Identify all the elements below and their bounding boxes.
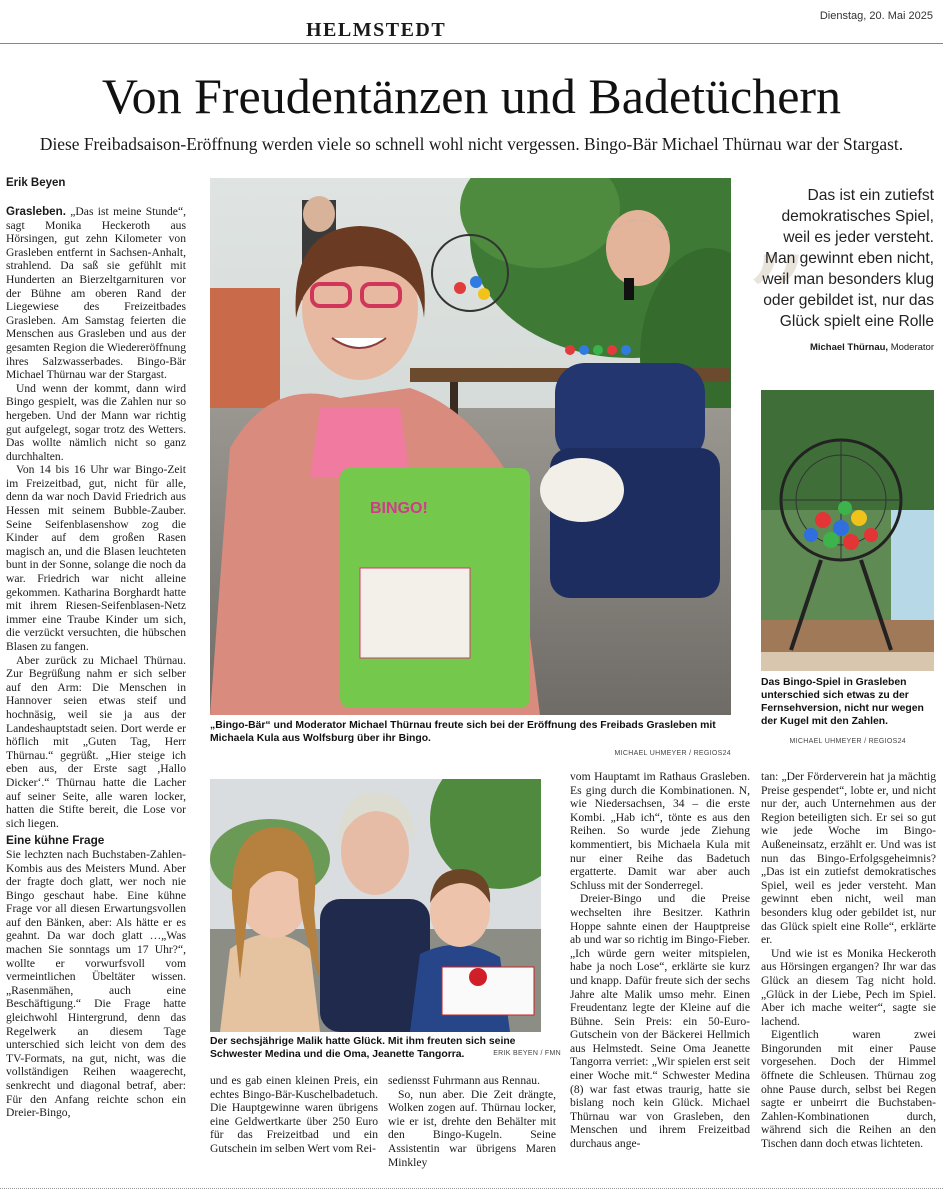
side-photo-credit: MICHAEL UHMEYER / REGIOS24 [789, 738, 906, 745]
quote-attribution [762, 342, 934, 353]
towel-logo-text: BINGO! [370, 500, 428, 517]
subheadline: Diese Freibadsaison-Eröffnung werden viele so schnell wohl nicht vergessen. Bingo-Bär Michael Thürnau war der Stargast. [39, 134, 904, 154]
kids-photo-illustration [210, 779, 541, 1032]
main-photo-credit: MICHAEL UHMEYER / REGIOS24 [614, 750, 731, 757]
bingo-drum-illustration [761, 390, 934, 671]
footer-rule [0, 1188, 943, 1189]
article-column-4 [570, 770, 750, 1151]
side-photo-caption: Das Bingo-Spiel in Grasleben unterschied sich etwas zu der Fernsehversion, nicht nur wegen der Kugel mit den Zahlen. [761, 677, 924, 727]
col3-paragraph-2: So, nun aber. Die Zeit drängte, Wolken zogen auf. Thürnau locker, wie er ist, drehte den Behälter mit den Bingo-Kugeln. Seine Assistentin war übrigens Maren Minkley [388, 1087, 556, 1169]
kids-photo-caption: Der sechsjährige Malik hatte Glück. Mit ihm freuten sich seine Schwester Medina und die Oma, Jeanette Tangorra. [210, 1036, 516, 1060]
col3-paragraph-1: sediensst Fuhrmann aus Rennau. [388, 1074, 540, 1087]
issue-date: Dienstag, 20. Mai 2025 [819, 10, 933, 22]
kids-photo-credit: ERIK BEYEN / FMN [493, 1050, 561, 1057]
main-photo-caption: „Bingo-Bär“ und Moderator Michael Thürnau freute sich bei der Eröffnung des Freibads Grasleben mit Michaela Kula aus Wolfsburg über ihr Bingo. [210, 720, 716, 744]
header-rule [0, 43, 943, 44]
col4-paragraph-1: vom Hauptamt im Rathaus Grasleben. Es ging durch die Kombinationen. N, wie Niedersachsen, 34 – die erste Kombi. „Hab ich“, tönte es aus den Reihen. So wurde jede Ziehung kommentiert, bis Michaela Kula mit nur einer Reihe das Badetuch ergatterte. Damit war aber auch Schluss mit der Sonderregel. [570, 770, 750, 892]
article-column-5 [761, 770, 936, 1151]
col5-paragraph-3: Eigentlich waren zwei Bingorunden mit einer Pause vorgesehen. Doch der Himmel öffnete die Schleusen. Thürnau zog ohne Pause durch, selbst bei Regen sagte er unbeirrt die Buchstaben-Zahlen-Kombinationen durch, während sich die Reihen an den Tischen dann doch etwas lichteten. [761, 1028, 936, 1151]
article-column-2 [210, 1074, 378, 1156]
section-title: HELMSTEDT [306, 19, 447, 41]
article-column-3 [388, 1074, 556, 1169]
headline: Von Freudentänzen und Badetüchern [101, 68, 842, 124]
col1-paragraph-4: Aber zurück zu Michael Thürnau. Zur Begrüßung nahm er sich selber auf den Arm: Die Menschen in Hannover seien etwas steif und hochnäsig, weil sie ja aus der Landeshauptstadt seien. Dort werde er höflich mit „Guten Tag, Herr Thürnau.“ gegrüßt. „Hier steige ich eben aus, der Erste sagt ,Hallo Dicker‘.“ Thürnau hatte die Lacher auf seiner Seite, alle waren locker, hatten die Stifte bereit, die Lose vor sich liegen. [6, 653, 186, 830]
author-byline: Erik Beyen [6, 177, 66, 189]
col5-paragraph-2: Und wie ist es Monika Heckeroth aus Hörsingen ergangen? Ihr war das Glück an diesem Tag nicht hold. „Glück in der Liebe, Pech im Spiel. Aber ich mache weiter“, sagte sie lachend. [761, 946, 936, 1028]
pull-quote: Das ist ein zutiefst demokratisches Spiel, weil es jeder versteht. Man gewinnt eben nicht, weil man besonders klug oder gebildet ist, nur das Glück spielt eine Rolle [762, 187, 934, 330]
kids-photo [210, 779, 541, 1032]
col1-paragraph-2: Und wenn der kommt, dann wird Bingo gespielt, was die Zahlen nur so hergeben. Und der Mann war richtig gut aufgelegt, sogar trotz des Wetters. Das wollte nämlich nicht so ganz durchhalten. [6, 381, 186, 463]
main-photo-illustration [210, 178, 731, 715]
subhead: Eine kühne Frage [6, 833, 105, 848]
quote-role: Moderator [888, 342, 934, 353]
dateline: Grasleben. [6, 205, 66, 218]
main-photo [210, 178, 731, 715]
article-column-1 [6, 205, 186, 1120]
col1-paragraph-3: Von 14 bis 16 Uhr war Bingo-Zeit im Freizeitbad, gut, nicht für alle, denn da war noch David Friedrich aus Hessen mit seinem Bubble-Zauber. Seine Seifenblasenshow zog die Kinder auf dem großen Rasen magisch an, und die Blasen leuchteten bunt in der Sonne, solange die noch da war. Friedrich war nicht alleine gekommen. Katharina Borghardt hatte mit ihrem Riesen-Seifenblasen-Netz immer eine Traube Kinder um sich, die verzückt versuchten, die hübschen Blasen zu fangen. [6, 463, 186, 653]
side-photo [761, 390, 934, 671]
quote-mark: „ [748, 158, 811, 297]
col1-paragraph-1: „Das ist meine Stunde“, sagt Monika Heckeroth aus Hörsingen, gut zehn Kilometer von Grasleben entfernt in Sachsen-Anhalt, strahlend. Da saß sie gefühlt mit Hunderten an Bierzeltgarnituren vor der Bühne am oberen Rand der Liegewiese des Freizeitbades Grasleben. Am Samstag feierten die Menschen aus Grasleben und aus der gesamten Region die Wiedereröffnung ihres Salzwasserbades. Bingo-Bär Michael Thürnau war der Stargast. [6, 205, 186, 382]
col4-paragraph-2: Dreier-Bingo und die Preise wechselten ihre Besitzer. Kathrin Hoppe sahnte einen der Hauptpreise ab und war so richtig im Bingo-Fieber. „Ich würde gern weiter mitspielen, habe ja noch Lose“, erklärte sie kurz und knapp. Dafür freute sich der sechs Jahre alte Malik umso mehr. Einen Freudentanz legte der Kleine auf die Bühne. Sein Preis: ein 50-Euro-Gutschein von der Bäckerei Hellmich aus Helmstedt. Seine Oma Jeanette Tangorra verriet: „Wir spielen erst seit einer Woche mit.“ Schwester Medina (8) war fast etwas traurig, hatte sie bislang noch kein Glück. Michael Thürnau war von Grasleben, den Menschen und ihrem Freizeitbad durchaus ange- [570, 892, 750, 1151]
col2-paragraph-1: und es gab einen kleinen Preis, ein echtes Bingo-Bär-Kuschelbadetuch. Die Hauptgewinne waren übrigens eine Geldwertkarte über 250 Euro für das Freizeitbad und ein Gutschein im selben Wert vom Rei- [210, 1074, 378, 1155]
quote-name: Michael Thürnau, [809, 342, 889, 353]
col1-paragraph-5: Sie lechzten nach Buchstaben-Zahlen-Kombis aus des Meisters Mund. Aber der fragte doch glatt, wer noch nie Bingo geschaut habe. Eine kühne Frage vor all diesen Erwartungsvollen auf den Bänken, aber: Als hätte er es geahnt. Da war doch glatt …„Was machen Sie sonntags um 17 Uhr?“, wollte er vorwurfsvoll vom vermeintlichen Übeltäter wissen. „Rasenmähen, auch eine Beschäftigung.“ Die Frage hatte gleichwohl Hintergrund, denn das Regelwerk an diesem Tage unterschied sich leicht von dem des TV-Formats, na gut, nicht, was die vollständigen Reihen waagerecht, senkrecht und diagonal betraf, aber: Für den Anfang reichte schon ein Dreier-Bingo, [6, 847, 186, 1120]
col5-paragraph-1: tan: „Der Förderverein hat ja mächtig Preise gespendet“, lobte er, und nicht nur der, auch Unternehmen aus der Region beteiligten sich. Er sei so gut wie jede Woche im Bingo-Außeneinsatz, erzählt er. Und was ist nun das Bingo-Erfolgsgeheimnis? „Das ist ein zutiefst demokratisches Spiel, weil es jeder versteht. Man gewinnt eben nicht, weil man besonders klug oder gebildet ist, nur das Glück spielt eine Rolle“, erklärte er. [761, 770, 936, 947]
